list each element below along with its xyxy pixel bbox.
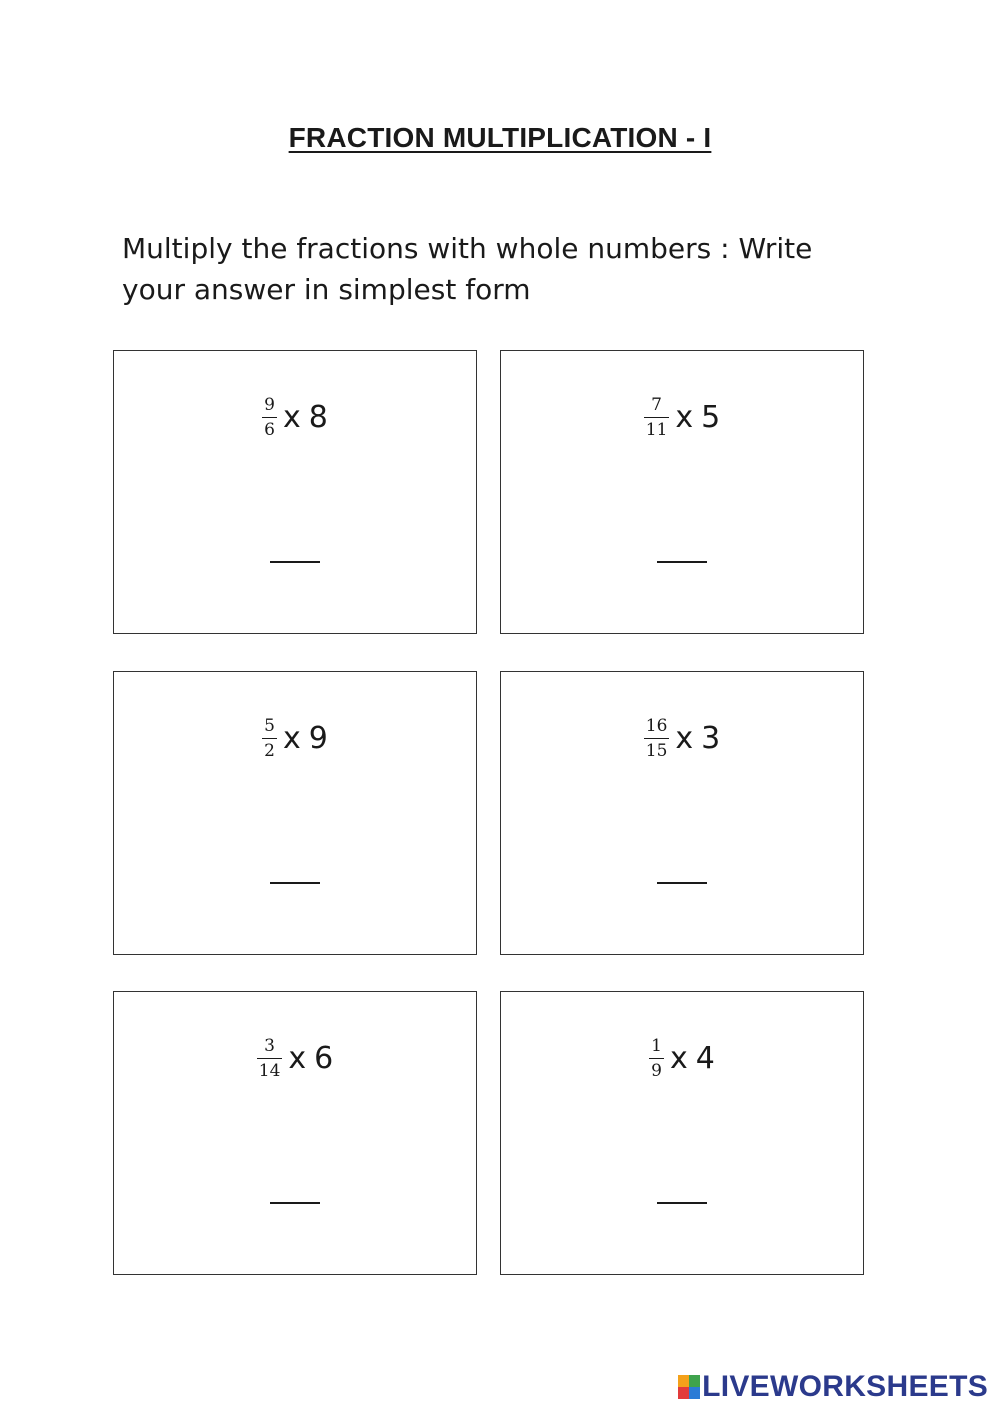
logo-mark-icon bbox=[678, 1375, 700, 1399]
answer-blank[interactable] bbox=[270, 882, 320, 884]
numerator: 9 bbox=[264, 395, 275, 415]
fraction bbox=[262, 716, 277, 761]
whole-number: 5 bbox=[701, 400, 721, 435]
problem-expression bbox=[501, 1036, 863, 1081]
multiply-sign: x bbox=[675, 721, 694, 756]
multiply-sign: x bbox=[282, 721, 301, 756]
worksheet-title: FRACTION MULTIPLICATION - I bbox=[288, 122, 712, 153]
denominator: 14 bbox=[258, 1061, 281, 1081]
numerator: 7 bbox=[651, 395, 662, 415]
problem-card bbox=[113, 671, 477, 955]
whole-number: 8 bbox=[308, 400, 328, 435]
logo-text: LIVEWORKSHEETS bbox=[702, 1370, 988, 1403]
fraction bbox=[644, 395, 670, 440]
problem-expression bbox=[501, 716, 863, 761]
logo-square bbox=[689, 1375, 700, 1387]
problem-expression bbox=[501, 395, 863, 440]
logo-square bbox=[689, 1387, 700, 1399]
numerator: 1 bbox=[651, 1036, 662, 1056]
denominator: 2 bbox=[264, 741, 275, 761]
answer-blank[interactable] bbox=[657, 561, 707, 563]
answer-blank[interactable] bbox=[657, 1202, 707, 1204]
whole-number: 3 bbox=[701, 721, 721, 756]
logo-square bbox=[678, 1387, 689, 1399]
liveworksheets-logo bbox=[678, 1370, 988, 1404]
denominator: 6 bbox=[264, 420, 275, 440]
fraction bbox=[257, 1036, 283, 1081]
denominator: 15 bbox=[645, 741, 668, 761]
numerator: 3 bbox=[264, 1036, 275, 1056]
whole-number: 6 bbox=[314, 1041, 334, 1076]
problem-card bbox=[113, 350, 477, 634]
multiply-sign: x bbox=[675, 400, 694, 435]
answer-blank[interactable] bbox=[657, 882, 707, 884]
denominator: 9 bbox=[651, 1061, 662, 1081]
answer-blank[interactable] bbox=[270, 1202, 320, 1204]
multiply-sign: x bbox=[669, 1041, 688, 1076]
whole-number: 9 bbox=[308, 721, 328, 756]
whole-number: 4 bbox=[695, 1041, 715, 1076]
problem-card bbox=[500, 350, 864, 634]
problem-card bbox=[113, 991, 477, 1275]
fraction bbox=[644, 716, 670, 761]
fraction bbox=[649, 1036, 664, 1081]
denominator: 11 bbox=[645, 420, 668, 440]
numerator: 5 bbox=[264, 716, 275, 736]
instructions: Multiply the fractions with whole numbers : Write your answer in simplest form bbox=[122, 232, 813, 306]
problem-expression bbox=[114, 395, 476, 440]
logo-square bbox=[678, 1375, 689, 1387]
problem-card bbox=[500, 991, 864, 1275]
fraction bbox=[262, 395, 277, 440]
answer-blank[interactable] bbox=[270, 561, 320, 563]
problem-expression bbox=[114, 716, 476, 761]
numerator: 16 bbox=[645, 716, 668, 736]
problem-expression bbox=[114, 1036, 476, 1081]
multiply-sign: x bbox=[288, 1041, 307, 1076]
problem-card bbox=[500, 671, 864, 955]
multiply-sign: x bbox=[282, 400, 301, 435]
